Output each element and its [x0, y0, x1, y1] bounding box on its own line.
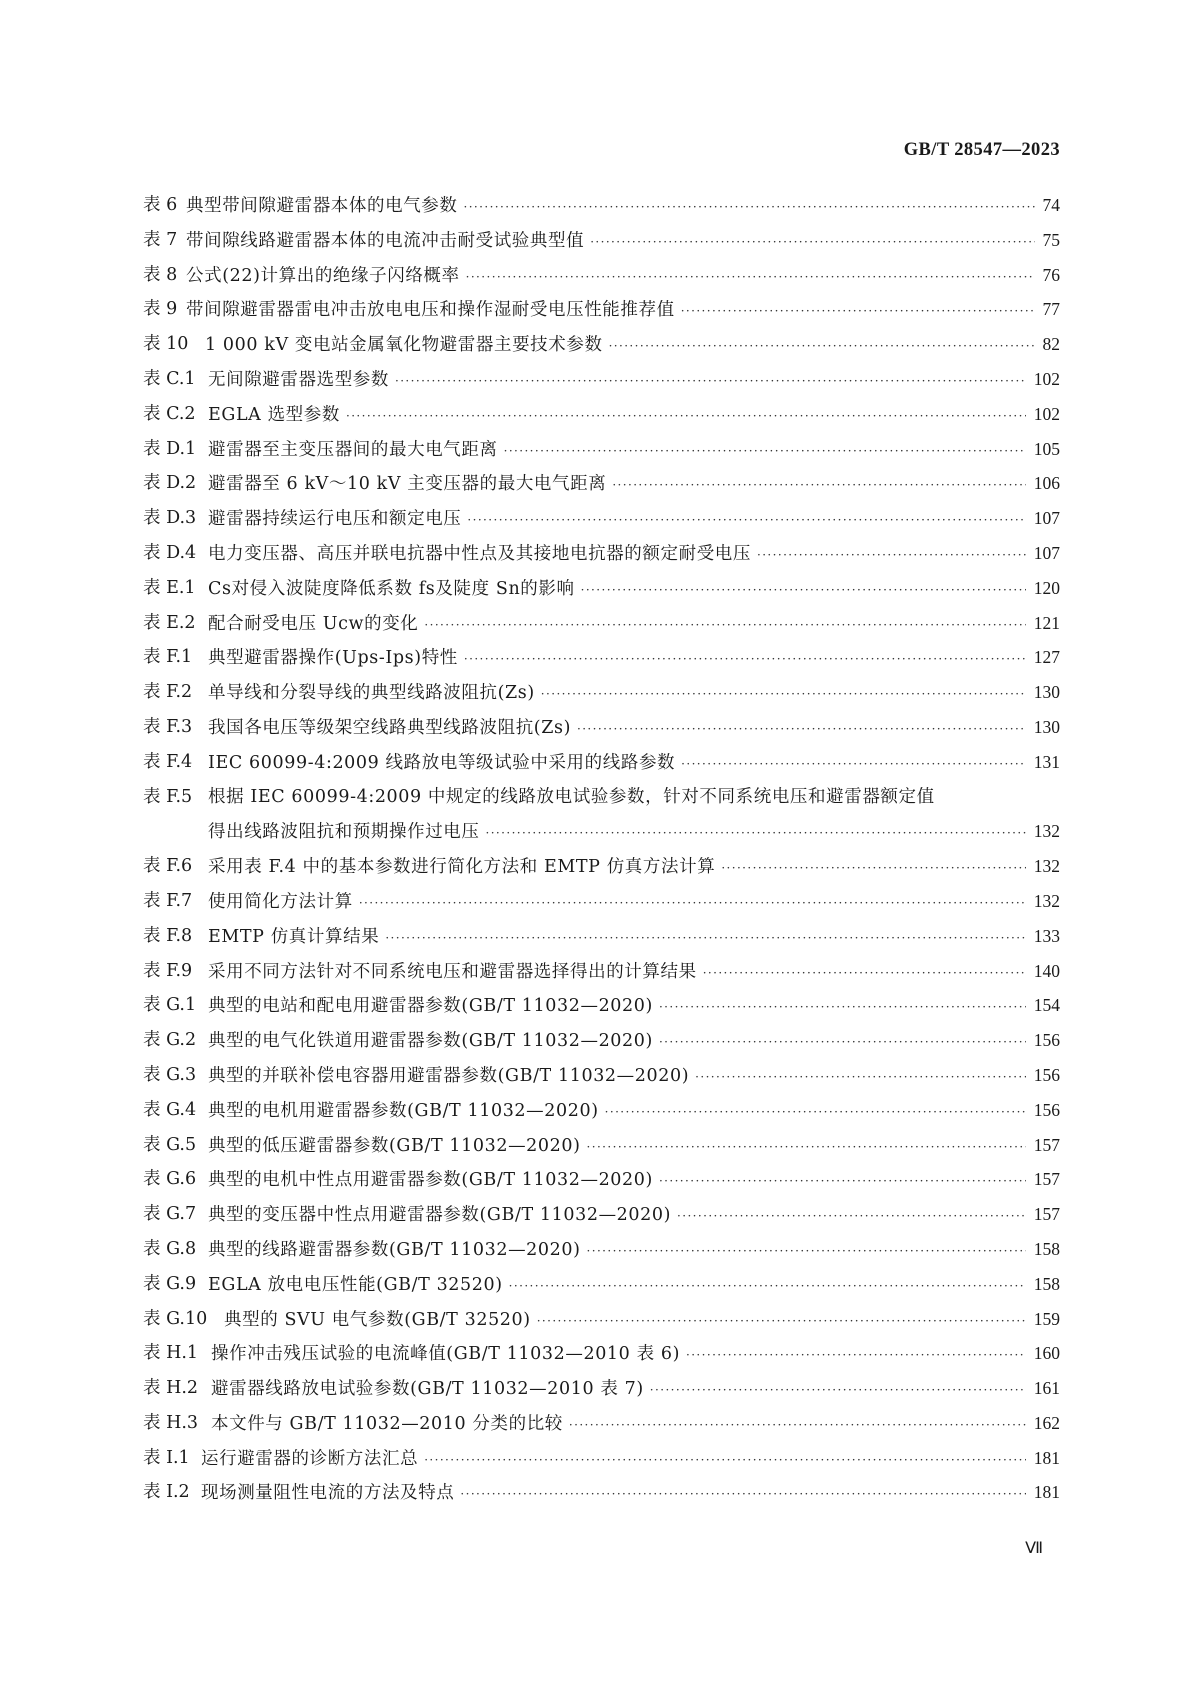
toc-entry-code: 表 G.6 — [143, 1169, 197, 1190]
toc-entry-page: 159 — [1033, 1308, 1060, 1329]
toc-entry[interactable] — [143, 1197, 1060, 1232]
toc-entry-title: EGLA 放电电压性能(GB/T 32520) — [208, 1274, 503, 1295]
toc-entry-code: 表 8 — [143, 264, 178, 285]
toc-entry-code: 表 H.3 — [143, 1412, 199, 1433]
leader-dots — [612, 468, 1025, 503]
toc-entry-page: 75 — [1042, 229, 1060, 250]
toc-entry[interactable] — [143, 1371, 1060, 1406]
toc-entry-title: 根据 IEC 60099-4:2009 中规定的线路放电试验参数，针对不同系统电压和避雷器额定值 — [208, 786, 935, 807]
toc-entry-page: 74 — [1042, 195, 1060, 215]
toc-entry[interactable] — [143, 1336, 1060, 1371]
toc-entry[interactable] — [143, 919, 1060, 954]
toc-entry-title: 典型的电机用避雷器参数(GB/T 11032—2020) — [208, 1100, 599, 1121]
toc-entry-code: 表 C.2 — [143, 403, 196, 424]
toc-entry[interactable] — [143, 223, 1060, 258]
toc-entry-code: 表 I.2 — [143, 1482, 190, 1503]
leader-dots — [659, 1025, 1026, 1060]
toc-entry[interactable] — [143, 327, 1060, 362]
toc-entry[interactable] — [143, 1302, 1060, 1337]
toc-entry[interactable] — [143, 466, 1060, 501]
leader-dots — [464, 190, 1035, 225]
leader-dots — [757, 538, 1026, 573]
toc-entry-page: 132 — [1033, 890, 1060, 911]
leader-dots — [695, 1060, 1026, 1095]
toc-entry[interactable] — [143, 362, 1060, 397]
leader-dots — [590, 225, 1034, 260]
leader-dots — [609, 329, 1035, 364]
toc-entry-page: 181 — [1033, 1447, 1060, 1468]
toc-entry-title: 带间隙线路避雷器本体的电流冲击耐受试验典型值 — [186, 230, 585, 251]
toc-entry-title: 使用简化方法计算 — [208, 891, 353, 912]
toc-entry-title: Cs对侵入波陡度降低系数 fs及陡度 Sn的影响 — [208, 578, 575, 599]
toc-entry-code: 表 7 — [143, 229, 178, 250]
toc-entry-page: 102 — [1033, 368, 1060, 389]
toc-entry[interactable] — [143, 1475, 1060, 1510]
leader-dots — [569, 1408, 1026, 1443]
leader-dots — [703, 956, 1026, 991]
toc-entry-code: 表 I.1 — [143, 1447, 190, 1468]
toc-entry-code: 表 G.10 — [143, 1308, 208, 1329]
leader-dots — [721, 851, 1025, 886]
leader-dots — [467, 503, 1025, 538]
toc-entry[interactable] — [143, 1093, 1060, 1128]
toc-entry-page: 130 — [1033, 716, 1060, 737]
toc-entry[interactable] — [143, 675, 1060, 710]
toc-entry-page: 157 — [1033, 1134, 1060, 1155]
table-of-tables — [143, 188, 1060, 1510]
toc-entry[interactable] — [143, 1058, 1060, 1093]
toc-entry-title: 操作冲击残压试验的电流峰值(GB/T 11032—2010 表 6) — [211, 1344, 680, 1365]
toc-entry-title: 典型的线路避雷器参数(GB/T 11032—2020) — [208, 1239, 581, 1260]
toc-entry-page: 156 — [1033, 1030, 1060, 1051]
toc-entry-code: 表 F.5 — [143, 786, 193, 807]
toc-entry-title: 运行避雷器的诊断方法汇总 — [201, 1448, 419, 1469]
toc-entry-code: 表 D.1 — [143, 438, 197, 459]
leader-dots — [359, 886, 1026, 921]
toc-entry[interactable] — [143, 710, 1060, 745]
toc-entry-code: 表 F.2 — [143, 682, 193, 703]
toc-entry-page: 82 — [1042, 334, 1060, 355]
toc-entry-page: 77 — [1042, 299, 1060, 320]
toc-entry-code: 表 F.4 — [143, 751, 193, 772]
toc-entry-code: 表 D.3 — [143, 508, 197, 529]
toc-entry-title: 典型的并联补偿电容器用避雷器参数(GB/T 11032—2020) — [208, 1065, 690, 1086]
toc-entry-page: 158 — [1033, 1238, 1060, 1259]
toc-entry-page: 132 — [1033, 856, 1060, 877]
toc-entry-code: 表 F.1 — [143, 647, 193, 668]
leader-dots — [605, 1095, 1026, 1130]
toc-entry[interactable] — [143, 188, 1060, 223]
leader-dots — [509, 1269, 1026, 1304]
toc-entry-page: 157 — [1033, 1204, 1060, 1225]
toc-entry[interactable] — [143, 1267, 1060, 1302]
toc-entry-code: 表 F.9 — [143, 960, 193, 981]
toc-entry-code: 表 D.2 — [143, 473, 197, 494]
leader-dots — [395, 364, 1026, 399]
toc-entry-page: 107 — [1033, 508, 1060, 529]
toc-entry[interactable] — [143, 536, 1060, 571]
toc-entry-page: 161 — [1033, 1378, 1060, 1399]
toc-entry-code: 表 C.1 — [143, 368, 196, 389]
toc-entry-title: 本文件与 GB/T 11032—2010 分类的比较 — [211, 1413, 563, 1434]
toc-entry-page: 158 — [1033, 1273, 1060, 1294]
leader-dots — [650, 1373, 1026, 1408]
page-number-footer: Ⅶ — [1025, 1540, 1043, 1557]
toc-entry-page: 162 — [1033, 1412, 1060, 1433]
leader-dots — [504, 434, 1026, 469]
toc-entry-code: 表 F.6 — [143, 856, 193, 877]
toc-entry-title: EMTP 仿真计算结果 — [208, 926, 380, 947]
toc-entry-code: 表 G.8 — [143, 1238, 197, 1259]
toc-entry-title: 采用不同方法针对不同系统电压和避雷器选择得出的计算结果 — [208, 961, 697, 982]
toc-entry[interactable] — [143, 606, 1060, 641]
toc-entry-code: 表 F.8 — [143, 925, 193, 946]
toc-entry[interactable] — [143, 954, 1060, 989]
toc-entry-title: 避雷器持续运行电压和额定电压 — [208, 509, 462, 530]
toc-entry-code: 表 H.1 — [143, 1343, 199, 1364]
toc-entry[interactable] — [143, 292, 1060, 327]
toc-entry-title: 无间隙避雷器选型参数 — [208, 369, 389, 390]
toc-entry-title: 避雷器至主变压器间的最大电气距离 — [208, 439, 498, 460]
toc-entry-title: EGLA 选型参数 — [208, 404, 340, 425]
leader-dots — [537, 1304, 1026, 1339]
toc-entry-page: 121 — [1033, 612, 1060, 633]
toc-entry-title: 典型带间隙避雷器本体的电气参数 — [186, 196, 458, 216]
toc-entry-page: 154 — [1033, 995, 1060, 1016]
toc-entry-title: 典型的低压避雷器参数(GB/T 11032—2020) — [208, 1135, 581, 1156]
toc-entry-page: 76 — [1042, 264, 1060, 285]
toc-entry-page: 131 — [1033, 751, 1060, 772]
toc-entry[interactable] — [143, 988, 1060, 1023]
leader-dots — [587, 1130, 1026, 1165]
leader-dots — [464, 642, 1026, 677]
toc-entry-title: 单导线和分裂导线的典型线路波阻抗(Zs) — [208, 683, 535, 704]
toc-entry-page: 106 — [1033, 473, 1060, 494]
toc-entry-title: 避雷器线路放电试验参数(GB/T 11032—2010 表 7) — [211, 1379, 644, 1400]
toc-entry-page: 140 — [1033, 960, 1060, 981]
toc-entry-code: 表 G.4 — [143, 1099, 197, 1120]
toc-entry-code: 表 6 — [143, 195, 178, 215]
toc-entry-title: 避雷器至 6 kV～10 kV 主变压器的最大电气距离 — [208, 474, 607, 495]
toc-entry-page: 160 — [1033, 1343, 1060, 1364]
toc-entry-code: 表 G.1 — [143, 995, 197, 1016]
toc-entry-page: 102 — [1033, 403, 1060, 424]
toc-entry-title-cont: 得出线路波阻抗和预期操作过电压 — [208, 822, 480, 843]
toc-entry-title: 典型的 SVU 电气参数(GB/T 32520) — [224, 1309, 531, 1330]
leader-dots — [587, 1234, 1026, 1269]
leader-dots — [460, 1477, 1025, 1512]
toc-entry-page: 156 — [1033, 1064, 1060, 1085]
toc-entry-page: 181 — [1033, 1482, 1060, 1503]
toc-entry-code: 表 G.2 — [143, 1030, 197, 1051]
toc-entry-title: IEC 60099-4:2009 线路放电等级试验中采用的线路参数 — [208, 752, 676, 773]
toc-entry-code: 表 G.7 — [143, 1204, 197, 1225]
toc-entry[interactable] — [143, 501, 1060, 536]
toc-entry[interactable] — [143, 849, 1060, 884]
toc-entry[interactable] — [143, 640, 1060, 675]
toc-entry-code: 表 G.5 — [143, 1134, 197, 1155]
toc-entry-code: 表 9 — [143, 299, 178, 320]
leader-dots — [681, 294, 1035, 329]
leader-dots — [424, 1443, 1026, 1478]
leader-dots — [659, 1164, 1026, 1199]
document-id-header: GB/T 28547—2023 — [903, 140, 1060, 160]
toc-entry-code: 表 F.7 — [143, 890, 193, 911]
toc-entry-code: 表 H.2 — [143, 1378, 199, 1399]
toc-entry-code: 表 E.2 — [143, 612, 196, 633]
toc-entry[interactable] — [143, 1023, 1060, 1058]
toc-entry-code: 表 10 — [143, 334, 189, 355]
leader-dots — [346, 399, 1026, 434]
leader-dots — [385, 921, 1025, 956]
leader-dots — [686, 1338, 1026, 1373]
leader-dots — [424, 608, 1025, 643]
leader-dots — [677, 1199, 1026, 1234]
toc-entry-page: 105 — [1033, 438, 1060, 459]
toc-entry-title: 我国各电压等级架空线路典型线路波阻抗(Zs) — [208, 717, 571, 738]
leader-dots — [581, 573, 1026, 608]
toc-entry[interactable] — [143, 258, 1060, 293]
leader-dots — [659, 990, 1026, 1025]
toc-entry-title: 典型避雷器操作(Ups-Ips)特性 — [208, 648, 458, 669]
leader-dots — [486, 816, 1026, 851]
toc-entry-code: 表 G.3 — [143, 1064, 197, 1085]
leader-dots — [681, 747, 1026, 782]
toc-entry-page: 120 — [1033, 577, 1060, 598]
toc-entry-page: 107 — [1033, 542, 1060, 563]
toc-entry-code: 表 F.3 — [143, 716, 193, 737]
leader-dots — [466, 260, 1035, 295]
toc-entry-title: 典型的电气化铁道用避雷器参数(GB/T 11032—2020) — [208, 1031, 653, 1052]
toc-entry-title: 公式(22)计算出的绝缘子闪络概率 — [186, 265, 460, 286]
toc-entry[interactable] — [143, 1232, 1060, 1267]
toc-entry-title: 带间隙避雷器雷电冲击放电电压和操作湿耐受电压性能推荐值 — [186, 300, 675, 321]
toc-entry-page: 130 — [1033, 682, 1060, 703]
toc-entry[interactable] — [143, 1406, 1060, 1441]
toc-entry[interactable] — [143, 1128, 1060, 1163]
toc-entry-title: 配合耐受电压 Ucw的变化 — [208, 613, 419, 634]
toc-entry-title: 典型的电站和配电用避雷器参数(GB/T 11032—2020) — [208, 996, 653, 1017]
toc-entry-title: 典型的电机中性点用避雷器参数(GB/T 11032—2020) — [208, 1170, 653, 1191]
toc-entry[interactable] — [143, 1441, 1060, 1476]
toc-entry[interactable] — [143, 571, 1060, 606]
toc-entry-page: 127 — [1033, 647, 1060, 668]
toc-entry-code: 表 D.4 — [143, 542, 197, 563]
toc-entry-continuation[interactable] — [143, 814, 1060, 849]
toc-entry-code: 表 G.9 — [143, 1273, 197, 1294]
leader-dots — [577, 712, 1026, 747]
toc-entry-title: 现场测量阻性电流的方法及特点 — [201, 1483, 455, 1504]
toc-entry-title: 1 000 kV 变电站金属氧化物避雷器主要技术参数 — [205, 335, 603, 356]
toc-entry-page: 156 — [1033, 1099, 1060, 1120]
toc-entry-page: 132 — [1033, 821, 1060, 842]
toc-entry[interactable] — [143, 780, 1060, 815]
toc-entry-title: 采用表 F.4 中的基本参数进行简化方法和 EMTP 仿真方法计算 — [208, 857, 716, 878]
toc-entry[interactable] — [143, 1162, 1060, 1197]
toc-entry-title: 典型的变压器中性点用避雷器参数(GB/T 11032—2020) — [208, 1205, 672, 1226]
toc-entry-title: 电力变压器、高压并联电抗器中性点及其接地电抗器的额定耐受电压 — [208, 543, 751, 564]
toc-entry[interactable] — [143, 745, 1060, 780]
toc-entry-page: 157 — [1033, 1169, 1060, 1190]
toc-entry[interactable] — [143, 884, 1060, 919]
toc-entry-page: 133 — [1033, 925, 1060, 946]
toc-entry[interactable] — [143, 397, 1060, 432]
toc-entry[interactable] — [143, 432, 1060, 467]
leader-dots — [541, 677, 1026, 712]
toc-entry-code: 表 E.1 — [143, 577, 196, 598]
